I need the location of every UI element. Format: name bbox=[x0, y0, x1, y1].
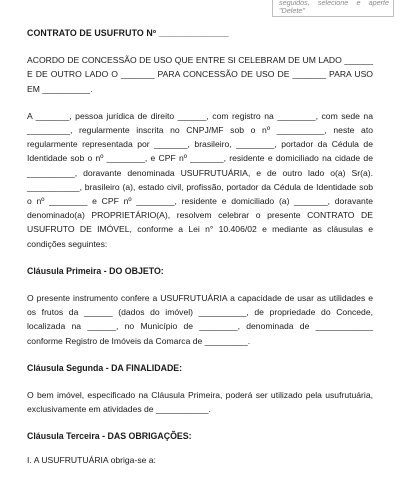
instruction-hint-text: seguidos, selecione e aperte "Delete" bbox=[279, 0, 389, 16]
clause3-heading: Cláusula Terceira - DAS OBRIGAÇÕES: bbox=[27, 431, 192, 442]
parties-paragraph: A _______, pessoa jurídica de direito ______, com registro na ________, com sede na _________, regularmente inscrita no CNPJ/MF sob o nº __________, neste ato regularmente representada por _______, brasileiro, ________, portador da Cédula de Identidade sob o nº ________, e CPF nº _______, residente e domiciliado na cidade de __________, doravante denominada USUFRUTUÁRIA, e de outro lado o(a) Sr(a). ___________, brasileiro (a), estado civil, profissão, portador da Cédula de Identidade sob o nº ________ e CPF nº ________, residente e domiciliado (a) _______, doravante denominado(a) PROPRIETÁRIO(A), resolvem celebrar o presente CONTRATO DE USUFRUTO DE IMÓVEL, conforme a Lei n° 10.406/02 e mediante as cláusulas e condições seguintes: bbox=[27, 110, 373, 249]
clause3-item1: I. A USUFRUTUÁRIA obriga-se a: bbox=[27, 454, 156, 465]
clause1-heading: Cláusula Primeira - DO OBJETO: bbox=[27, 265, 164, 276]
clause1-text: O presente instrumento confere a USUFRUTUÁRIA a capacidade de usar as utilidades e os frutos da ______ (dados do imóvel) __________, de propriedade do Concede, localizada na ______, no Município de ________, denominada de ____________ conforme Registro de Imóveis da Comarca de _________. bbox=[27, 293, 373, 346]
document-title: CONTRATO DE USUFRUTO Nº ______________ bbox=[27, 28, 229, 38]
clause2-text: O bem imóvel, especificado na Cláusula Primeira, poderá ser utilizado pela usufrutuária, exclusivamente em atividades de ___________. bbox=[27, 390, 373, 415]
contract-document bbox=[27, 26, 373, 467]
intro-paragraph: ACORDO DE CONCESSÃO DE USO QUE ENTRE SI CELEBRAM DE UM LADO ______ E DE OUTRO LADO O _______ PARA CONCESSÃO DE USO DE _______ PARA USO EM __________. bbox=[27, 55, 373, 94]
instruction-hint-box bbox=[272, 0, 394, 17]
clause2-heading: Cláusula Segunda - DA FINALIDADE: bbox=[27, 362, 183, 373]
